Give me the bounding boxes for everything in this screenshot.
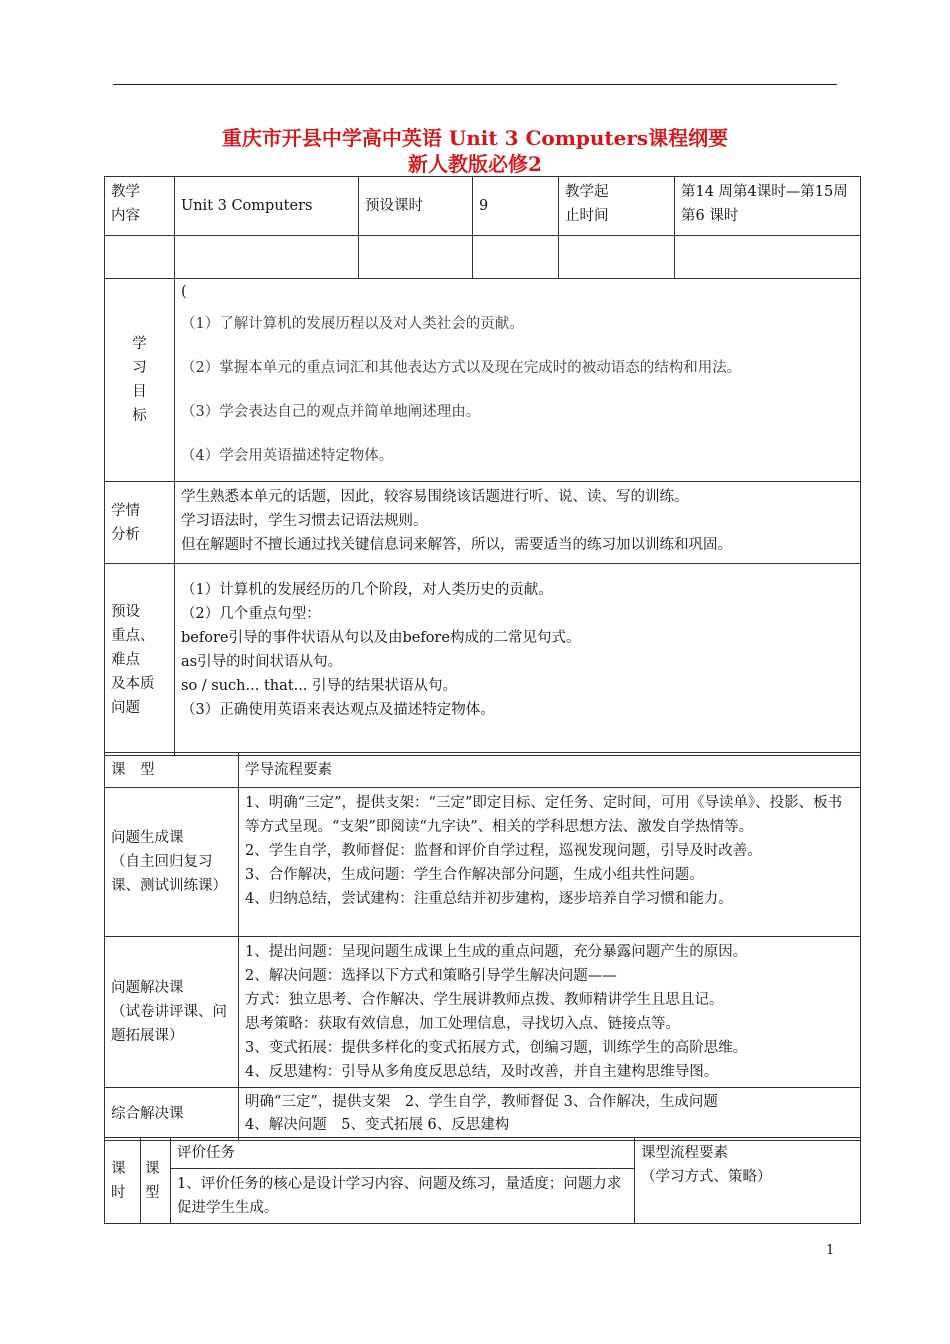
course-type-content: 1、提出问题：呈现问题生成课上生成的重点问题，充分暴露问题产生的原因。 2、解决问题：选择以下方式和策略引导学生解决问题—— 方式：独立思考、合作解决、学生展讲教师点拨、教师精讲学生且思且记。 思考策略：获取有效信息，加工处理信息，寻找切入点、链接点等。 3、变式拓展：提供多样化的变式拓展方式，创编习题，训练学生的高阶思维。 4、反思建构：引导从多角度反思总结，及时改善，并自主建构思维导图。 bbox=[239, 937, 861, 1088]
empty-cell bbox=[559, 236, 675, 279]
objective-item: （2）掌握本单元的重点词汇和其他表达方式以及现在完成时的被动语态的结构和用法。 bbox=[181, 360, 742, 376]
period-label: 课 时 bbox=[105, 1138, 141, 1224]
key-point-line: （2）几个重点句型： bbox=[181, 606, 321, 622]
key-point-line: so / such... that... 引导的结果状语从句。 bbox=[181, 678, 458, 694]
key-points-label: 预设 重点、 难点 及本质 问题 bbox=[105, 564, 175, 756]
time-label: 教学起 止时间 bbox=[559, 177, 675, 236]
objectives-paren: ( bbox=[181, 284, 187, 300]
task-content: 1、评价任务的核心是设计学习内容、问题及练习，量适度；问题力求促进学生生成。 bbox=[171, 1169, 635, 1224]
key-point-line: （3）正确使用英语来表达观点及描述特定物体。 bbox=[181, 702, 495, 718]
document-title: 重庆市开县中学高中英语 Unit 3 Computers课程纲要 bbox=[221, 126, 729, 150]
evaluation-table bbox=[104, 1137, 861, 1224]
document-subtitle: 新人教版必修2 bbox=[408, 152, 542, 176]
course-type-content: 1、明确“三定”，提供支架：“三定”即定目标、定任务、定时间，可用《导读单》、投影、板书等方式呈现。“支架”即阅读“九字诀”、相关的学科思想方法、激发自学热情等。 2、学生自学，教师督促：监督和评价自学过程，巡视发现问题，引导及时改善。 3、合作解决，生成问题：学生合作解决部分问题，生成小组共性问题。 4、归纳总结，尝试建构：注重总结并初步建构，逐步培养自学习惯和能力。 bbox=[239, 788, 861, 937]
analysis-label: 学情 分析 bbox=[105, 482, 175, 564]
course-type-label: 问题生成课 （自主回归复习课、测试训练课） bbox=[105, 788, 239, 937]
empty-cell bbox=[175, 236, 359, 279]
objective-item: （4）学会用英语描述特定物体。 bbox=[181, 448, 394, 464]
analysis-content bbox=[175, 482, 861, 564]
page-number: 1 bbox=[826, 1243, 835, 1258]
elements-header: 学导流程要素 bbox=[239, 753, 861, 788]
key-point-line: as引导的时间状语从句。 bbox=[181, 654, 343, 670]
content-value: Unit 3 Computers bbox=[175, 177, 359, 236]
content-label: 教学 内容 bbox=[105, 177, 175, 236]
task-header: 评价任务 bbox=[171, 1138, 635, 1169]
objective-item: （1）了解计算机的发展历程以及对人类社会的贡献。 bbox=[181, 316, 524, 332]
type-header: 课 型 bbox=[105, 753, 239, 788]
empty-cell bbox=[105, 236, 175, 279]
analysis-line: 学习语法时，学生习惯去记语法规则。 bbox=[181, 513, 428, 529]
type-label: 课 型 bbox=[141, 1138, 171, 1224]
key-point-line: before引导的事件状语从句以及由before构成的二常见句式。 bbox=[181, 630, 581, 646]
flow-cell bbox=[635, 1138, 861, 1224]
top-rule bbox=[113, 84, 837, 85]
objectives-label: 学 习 目 标 bbox=[105, 279, 175, 482]
analysis-line: 但在解题时不擅长通过找关键信息词来解答，所以，需要适当的练习加以训练和巩固。 bbox=[181, 537, 732, 553]
objectives-content bbox=[175, 279, 861, 482]
course-type-label: 综合解决课 bbox=[105, 1088, 239, 1141]
time-value: 第14 周第4课时—第15周第6 课时 bbox=[675, 177, 861, 236]
empty-cell bbox=[359, 236, 473, 279]
key-point-line: （1）计算机的发展经历的几个阶段，对人类历史的贡献。 bbox=[181, 582, 553, 598]
empty-cell bbox=[473, 236, 559, 279]
objective-item: （3）学会表达自己的观点并简单地阐述理由。 bbox=[181, 404, 481, 420]
course-type-content: 明确“三定”，提供支架 2、学生自学，教师督促 3、合作解决，生成问题 4、解决问题 5、变式拓展 6、反思建构 bbox=[239, 1088, 861, 1141]
course-type-label: 问题解决课 （试卷讲评课、问题拓展课） bbox=[105, 937, 239, 1088]
hours-label: 预设课时 bbox=[359, 177, 473, 236]
hours-value: 9 bbox=[473, 177, 559, 236]
plan-table bbox=[104, 176, 861, 756]
flow-header: 课型流程要素 bbox=[641, 1145, 728, 1161]
key-points-content bbox=[175, 564, 861, 756]
flow-sub: （学习方式、策略） bbox=[641, 1169, 772, 1185]
empty-cell bbox=[675, 236, 861, 279]
analysis-line: 学生熟悉本单元的话题，因此，较容易围绕该话题进行听、说、读、写的训练。 bbox=[181, 489, 689, 505]
course-type-table bbox=[104, 752, 861, 1141]
